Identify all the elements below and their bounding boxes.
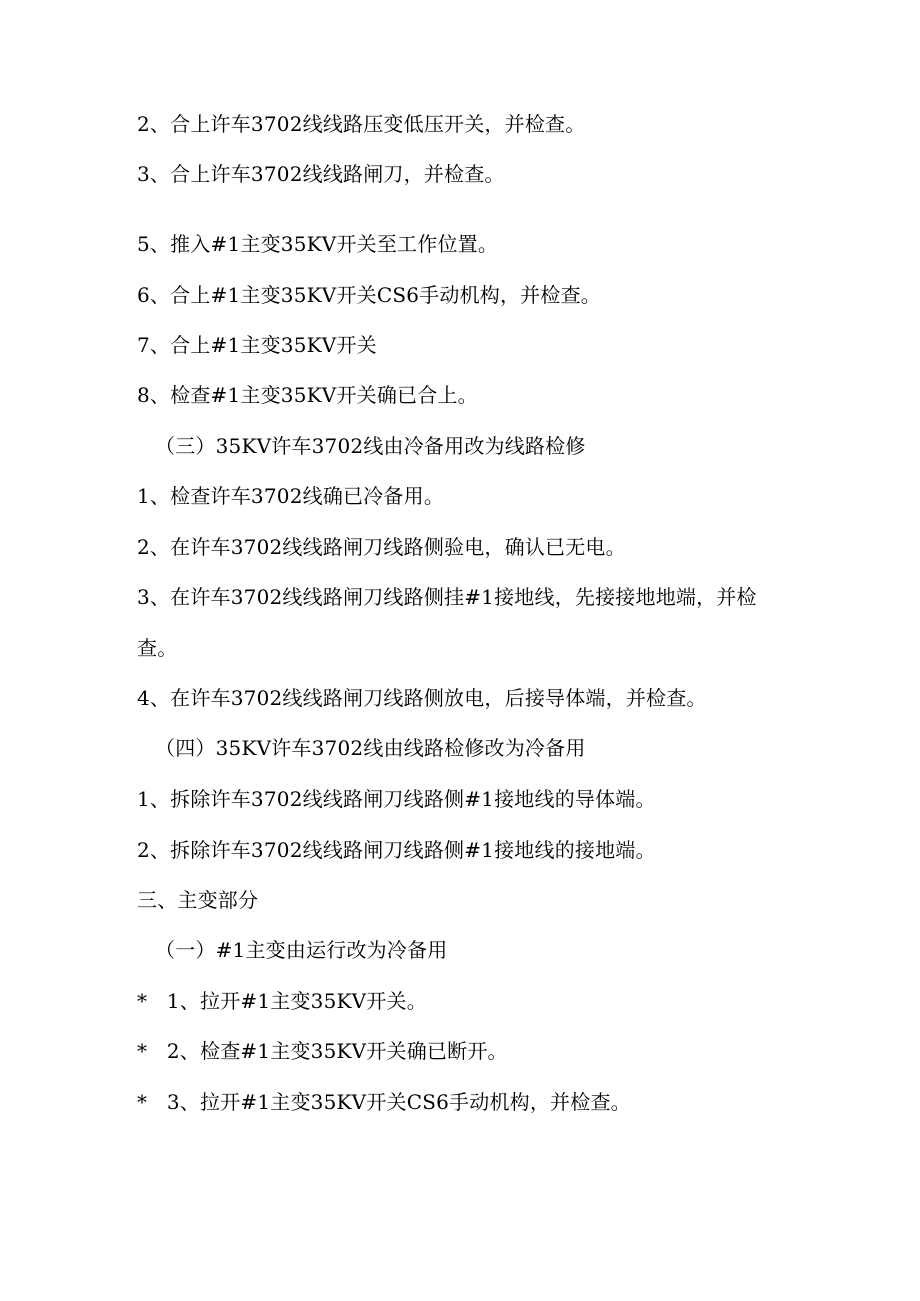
starred-step-line: * 2、检查#1主变35KV开关确已断开。 xyxy=(137,1039,508,1063)
step-line: 1、检查许车3702线确已冷备用。 xyxy=(137,484,445,508)
section-heading: （三）35KV许车3702线由冷备用改为线路检修 xyxy=(155,434,586,458)
step-line: 7、合上#1主变35KV开关 xyxy=(137,333,377,357)
starred-step-line: * 3、拉开#1主变35KV开关CS6手动机构，并检查。 xyxy=(137,1090,631,1114)
step-line: 8、检查#1主变35KV开关确已合上。 xyxy=(137,383,478,407)
step-line: 4、在许车3702线线路闸刀线路侧放电，后接导体端，并检查。 xyxy=(137,686,707,710)
part-heading: 三、主变部分 xyxy=(137,888,259,912)
step-line: 6、合上#1主变35KV开关CS6手动机构，并检查。 xyxy=(137,283,601,307)
step-line: 2、合上许车3702线线路压变低压开关，并检查。 xyxy=(137,112,586,136)
step-line: 2、拆除许车3702线线路闸刀线路侧#1接地线的接地端。 xyxy=(137,838,656,862)
step-line: 3、合上许车3702线线路闸刀，并检查。 xyxy=(137,162,505,186)
section-heading: （一）#1主变由运行改为冷备用 xyxy=(155,938,448,962)
step-line-continuation: 查。 xyxy=(137,636,178,660)
step-line: 5、推入#1主变35KV开关至工作位置。 xyxy=(137,232,499,256)
starred-step-line: * 1、拉开#1主变35KV开关。 xyxy=(137,989,427,1013)
step-line: 1、拆除许车3702线线路闸刀线路侧#1接地线的导体端。 xyxy=(137,787,656,811)
section-heading: （四）35KV许车3702线由线路检修改为冷备用 xyxy=(155,736,586,760)
step-line: 3、在许车3702线线路闸刀线路侧挂#1接地线，先接接地地端，并检 xyxy=(137,585,757,609)
step-line: 2、在许车3702线线路闸刀线路侧验电，确认已无电。 xyxy=(137,535,626,559)
